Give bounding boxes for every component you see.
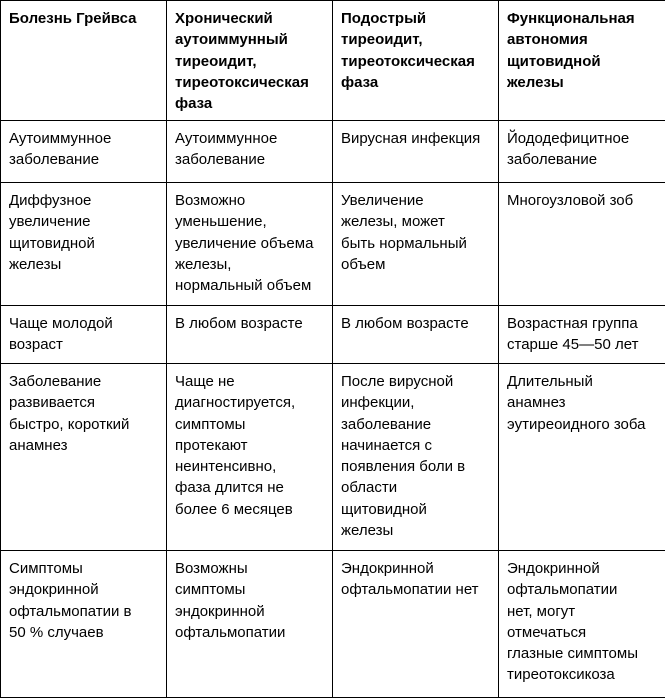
table-cell: Многоузловой зоб (499, 183, 665, 306)
table-cell: Йододефицитное заболевание (499, 121, 665, 183)
header-cell-chronic-thyroiditis: Хронический аутоиммунный тиреоидит, тиреотоксическая фаза (167, 1, 333, 121)
table-cell: Симптомы эндокринной офтальмопатии в 50 % случаев (1, 551, 167, 698)
table-cell: Эндокринной офтальмопатии нет, могут отмечаться глазные симптомы тиреотоксикоза (499, 551, 665, 698)
table-row (1, 306, 665, 364)
header-row (1, 1, 665, 121)
header-cell-functional-autonomy: Функциональная автономия щитовидной железы (499, 1, 665, 121)
table-cell: Чаще молодой возраст (1, 306, 167, 364)
table-cell: Возможны симптомы эндокринной офтальмопатии (167, 551, 333, 698)
table-cell: После вирусной инфекции, заболевание начинается с появления боли в области щитовидной железы (333, 364, 499, 551)
table-cell: Эндокринной офтальмопатии нет (333, 551, 499, 698)
header-cell-subacute-thyroiditis: Подострый тиреоидит, тиреотоксическая фаза (333, 1, 499, 121)
table-cell: Увеличение железы, может быть нормальный объем (333, 183, 499, 306)
table-row (1, 121, 665, 183)
table-cell: Чаще не диагностируется, симптомы протекают неинтенсивно, фаза длится не более 6 месяцев (167, 364, 333, 551)
table-cell: Вирусная инфекция (333, 121, 499, 183)
table-cell: Заболевание развивается быстро, короткий анамнез (1, 364, 167, 551)
table-cell: Возрастная группа старше 45—50 лет (499, 306, 665, 364)
table-cell: В любом возрасте (333, 306, 499, 364)
table-row (1, 183, 665, 306)
table-cell: Диффузное увеличение щитовидной железы (1, 183, 167, 306)
table-row (1, 551, 665, 698)
table-cell: В любом возрасте (167, 306, 333, 364)
table-cell: Аутоиммунное заболевание (1, 121, 167, 183)
table-cell: Длительный анамнез эутиреоидного зоба (499, 364, 665, 551)
table-cell: Аутоиммунное заболевание (167, 121, 333, 183)
table-cell: Возможно уменьшение, увеличение объема железы, нормальный объем (167, 183, 333, 306)
header-cell-graves: Болезнь Грейвса (1, 1, 167, 121)
table-row (1, 364, 665, 551)
